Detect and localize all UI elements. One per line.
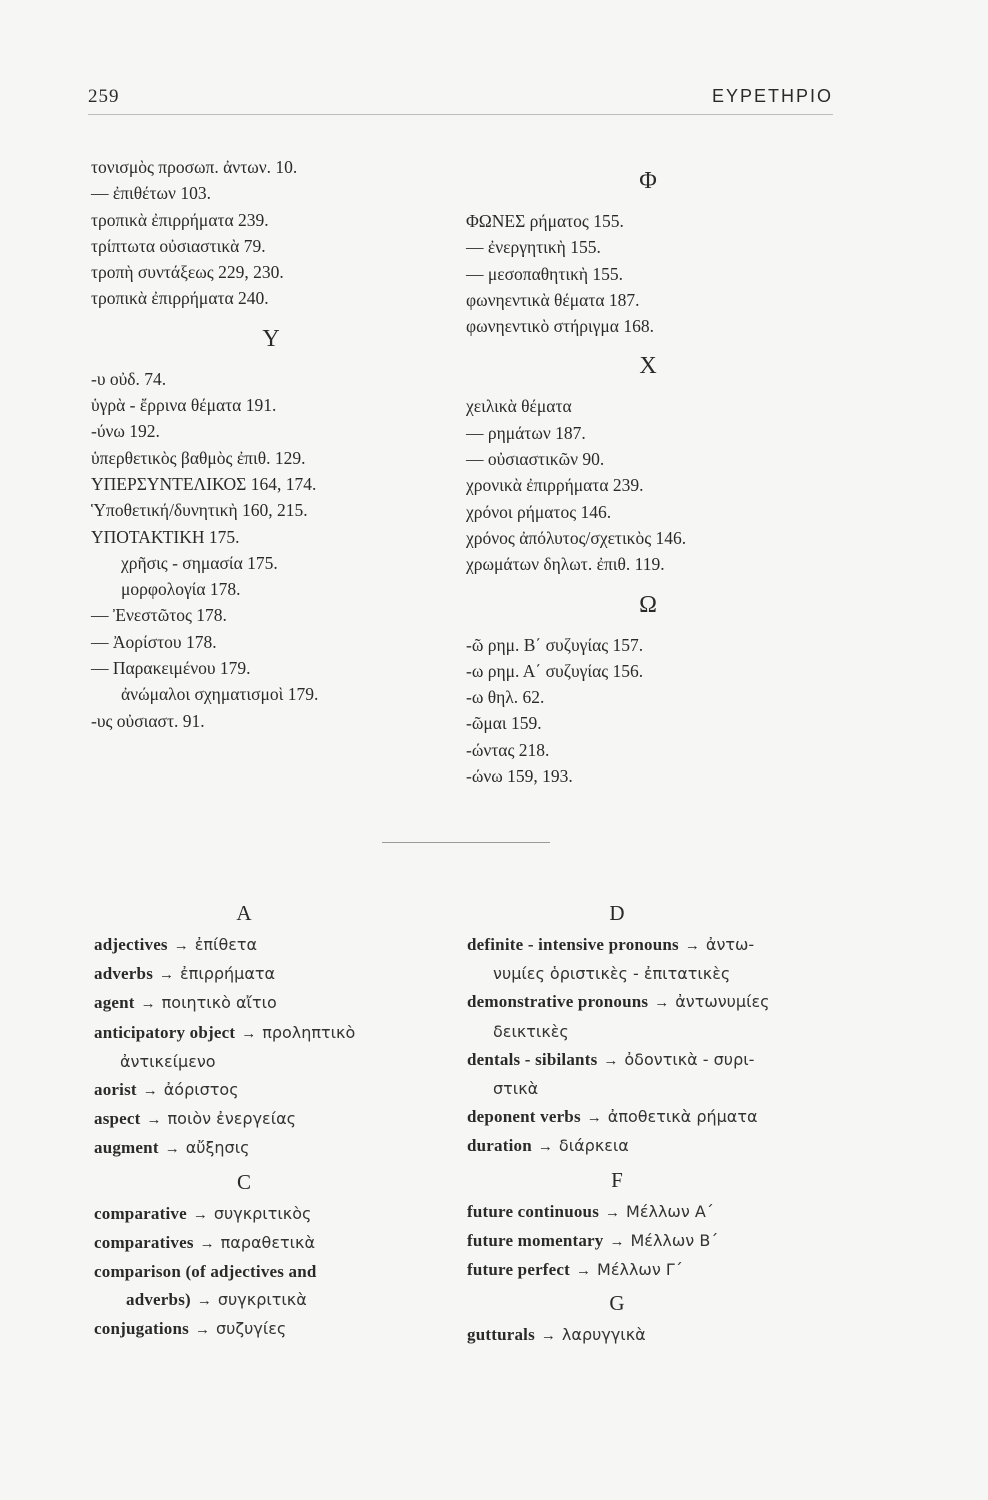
index-entry: -ῶ ρημ. Β΄ συζυγίας 157. bbox=[466, 634, 644, 655]
glossary-entry bbox=[467, 1018, 847, 1046]
section-letter: Χ bbox=[639, 353, 657, 380]
glossary-entry bbox=[467, 960, 847, 988]
arrow-icon: → bbox=[164, 1141, 180, 1158]
arrow-icon: → bbox=[192, 1206, 208, 1223]
greek-term: ὀδοντικὰ - συρι- bbox=[624, 1049, 755, 1069]
arrow-icon: → bbox=[537, 1139, 553, 1156]
index-entry: χρῆσις - σημασία 175. bbox=[121, 552, 278, 573]
glossary-entry bbox=[467, 1256, 847, 1285]
index-entry: φωνηεντικὰ θέματα 187. bbox=[466, 289, 640, 310]
greek-term: ἀντωνυμίες bbox=[675, 992, 770, 1012]
greek-term: Μέλλων Β΄ bbox=[630, 1230, 719, 1250]
index-entry: ΥΠΟΤΑΚΤΙΚΗ 175. bbox=[91, 526, 240, 547]
section-letter: D bbox=[609, 901, 625, 925]
arrow-icon: → bbox=[654, 995, 670, 1012]
index-entry: — οὐσιαστικῶν 90. bbox=[466, 449, 605, 470]
index-entry: μορφολογία 178. bbox=[121, 579, 241, 600]
english-term: aorist bbox=[94, 1080, 137, 1100]
index-column-right-top bbox=[466, 154, 846, 789]
arrow-icon: → bbox=[241, 1025, 257, 1042]
section-letter: C bbox=[236, 1169, 251, 1194]
glossary-entry bbox=[94, 960, 464, 989]
arrow-icon: → bbox=[196, 1293, 212, 1310]
greek-term: παραθετικὰ bbox=[220, 1232, 315, 1252]
index-entry: χρόνοι ρήματος 146. bbox=[466, 501, 612, 522]
index-entry: -ῶμαι 159. bbox=[466, 713, 542, 734]
index-entry: φωνηεντικὸ στήριγμα 168. bbox=[466, 316, 654, 337]
greek-term: ἀντω- bbox=[705, 935, 755, 954]
english-term: augment bbox=[94, 1138, 159, 1158]
english-term: adjectives bbox=[94, 935, 168, 954]
greek-term: ποιὸν ἐνεργείας bbox=[167, 1109, 297, 1129]
index-entry: τρίπτωτα οὐσιαστικὰ 79. bbox=[91, 235, 266, 256]
english-term: deponent verbs bbox=[467, 1107, 581, 1127]
index-entry: — ἐπιθέτων 103. bbox=[91, 183, 211, 204]
arrow-icon: → bbox=[605, 1204, 621, 1221]
index-entry: τροπὴ συντάξεως 229, 230. bbox=[91, 262, 284, 283]
index-entry: — ἐνεργητικὴ 155. bbox=[466, 237, 601, 258]
glossary-entry bbox=[94, 931, 464, 960]
index-entry: τροπικὰ ἐπιρρήματα 239. bbox=[91, 209, 269, 230]
index-entry: — ρημάτων 187. bbox=[466, 422, 586, 443]
english-term: duration bbox=[467, 1136, 532, 1156]
glossary-entry bbox=[467, 1132, 847, 1161]
english-term: comparative bbox=[94, 1203, 187, 1223]
glossary-column-left bbox=[94, 895, 464, 1345]
glossary-entry bbox=[467, 1103, 847, 1132]
index-column-left-top bbox=[91, 154, 471, 734]
index-entry: Ὑποθετική/δυνητικὴ 160, 215. bbox=[91, 500, 308, 521]
arrow-icon: → bbox=[146, 1112, 162, 1129]
glossary-entry bbox=[467, 931, 847, 960]
section-separator bbox=[382, 842, 550, 843]
english-term: anticipatory object bbox=[94, 1022, 236, 1042]
index-entry: ΥΠΕΡΣΥΝΤΕΛΙΚΟΣ 164, 174. bbox=[91, 473, 317, 494]
greek-term: αὔξησις bbox=[185, 1138, 250, 1158]
index-entry: — Ἐνεστῶτος 178. bbox=[91, 605, 227, 626]
glossary-entry bbox=[467, 1046, 847, 1075]
glossary-entry bbox=[467, 988, 847, 1017]
english-term: adverbs bbox=[94, 964, 154, 984]
english-term: gutturals bbox=[467, 1325, 535, 1345]
english-term: conjugations bbox=[94, 1319, 189, 1339]
glossary-entry bbox=[94, 1200, 464, 1229]
greek-term: δεικτικὲς bbox=[493, 1021, 569, 1041]
greek-term: ποιητικὸ αἴτιο bbox=[161, 993, 277, 1013]
english-term: agent bbox=[94, 993, 135, 1013]
index-entry: ΦΩΝΕΣ ρήματος 155. bbox=[466, 211, 624, 231]
arrow-icon: → bbox=[173, 938, 189, 954]
index-entry: -υ οὐδ. 74. bbox=[91, 368, 167, 389]
greek-term: στικὰ bbox=[493, 1079, 539, 1099]
section-letter: Ω bbox=[639, 591, 657, 618]
arrow-icon: → bbox=[194, 1322, 210, 1339]
glossary-entry bbox=[467, 1321, 847, 1350]
section-letter: A bbox=[236, 901, 252, 925]
index-entry: χρονικὰ ἐπιρρήματα 239. bbox=[466, 475, 644, 496]
english-term: future continuous bbox=[467, 1201, 600, 1221]
section-letter: F bbox=[611, 1167, 623, 1192]
index-entry: χρωμάτων δηλωτ. ἐπιθ. 119. bbox=[466, 554, 665, 575]
index-entry: -ύνω 192. bbox=[91, 421, 160, 442]
index-entry: — Παρακειμένου 179. bbox=[91, 658, 251, 679]
index-entry: -ω ρημ. Α΄ συζυγίας 156. bbox=[466, 660, 644, 681]
glossary-entry bbox=[94, 1286, 464, 1315]
arrow-icon: → bbox=[142, 1083, 158, 1100]
english-term: future momentary bbox=[467, 1230, 604, 1250]
arrow-icon: → bbox=[603, 1052, 619, 1069]
english-term: comparison (of adjectives and bbox=[94, 1262, 317, 1282]
index-entry: ὑπερθετικὸς βαθμὸς ἐπιθ. 129. bbox=[91, 447, 306, 468]
section-letter: G bbox=[609, 1291, 625, 1316]
glossary-entry bbox=[94, 1258, 464, 1286]
greek-term: ἐπιρρήματα bbox=[180, 964, 276, 984]
index-entry: χειλικὰ θέματα bbox=[466, 396, 572, 417]
glossary-entry bbox=[467, 1075, 847, 1103]
index-entry: — Ἀορίστου 178. bbox=[91, 631, 217, 652]
glossary-entry bbox=[467, 1227, 847, 1256]
section-letter: Φ bbox=[639, 168, 657, 194]
glossary-entry bbox=[94, 1134, 464, 1163]
index-entry: -ώνω 159, 193. bbox=[466, 766, 573, 787]
glossary-entry bbox=[467, 1198, 847, 1227]
running-title: ΕΥΡΕΤΗΡΙΟ bbox=[711, 86, 833, 106]
index-entry: — μεσοπαθητικὴ 155. bbox=[466, 263, 624, 284]
greek-term: συγκριτικὸς bbox=[213, 1203, 312, 1223]
index-entry: τροπικὰ ἐπιρρήματα 240. bbox=[91, 288, 269, 309]
greek-term: ἀποθετικὰ ρήματα bbox=[607, 1107, 758, 1127]
arrow-icon: → bbox=[684, 938, 700, 954]
greek-term: ἀόριστος bbox=[163, 1080, 239, 1100]
english-term: demonstrative pronouns bbox=[467, 992, 649, 1012]
index-entry: -ώντας 218. bbox=[466, 739, 550, 760]
arrow-icon: → bbox=[159, 967, 175, 984]
index-entry: χρόνος ἀπόλυτος/σχετικὸς 146. bbox=[466, 527, 687, 548]
index-entry: -υς οὐσιαστ. 91. bbox=[91, 710, 205, 731]
glossary-entry bbox=[94, 989, 464, 1018]
glossary-entry bbox=[94, 1076, 464, 1105]
glossary-column-right bbox=[467, 895, 847, 1350]
english-term: dentals - sibilants bbox=[467, 1049, 598, 1069]
english-term: adverbs) bbox=[126, 1290, 191, 1310]
arrow-icon: → bbox=[199, 1235, 215, 1252]
english-term: aspect bbox=[94, 1109, 141, 1129]
arrow-icon: → bbox=[586, 1110, 602, 1127]
page-number: 259 bbox=[88, 86, 120, 107]
greek-term: ἐπίθετα bbox=[194, 935, 258, 954]
greek-term: προληπτικὸ bbox=[262, 1022, 356, 1042]
greek-term: Μέλλων Γ΄ bbox=[597, 1260, 683, 1280]
greek-term: διάρκεια bbox=[558, 1136, 629, 1156]
english-term: definite - intensive pronouns bbox=[467, 935, 679, 954]
page-header bbox=[88, 86, 833, 115]
section-letter: Υ bbox=[262, 325, 280, 352]
greek-term: νυμίες ὁριστικὲς - ἐπιτατικὲς bbox=[493, 964, 731, 984]
index-entry: ὑγρὰ - ἔρρινα θέματα 191. bbox=[91, 395, 277, 416]
glossary-entry bbox=[94, 1229, 464, 1258]
index-entry: -ω θηλ. 62. bbox=[466, 687, 545, 708]
greek-term: ἀντικείμενο bbox=[120, 1051, 216, 1071]
english-term: comparatives bbox=[94, 1232, 194, 1252]
greek-term: συζυγίες bbox=[215, 1319, 287, 1339]
greek-term: λαρυγγικὰ bbox=[561, 1325, 646, 1345]
glossary-entry bbox=[94, 1315, 464, 1344]
arrow-icon: → bbox=[576, 1263, 592, 1280]
index-entry: τονισμὸς προσωπ. ἀντων. 10. bbox=[91, 157, 298, 177]
glossary-entry bbox=[94, 1048, 464, 1076]
greek-term: Μέλλων Α΄ bbox=[626, 1201, 714, 1221]
index-entry: ἀνώμαλοι σχηματισμοὶ 179. bbox=[121, 684, 319, 705]
english-term: future perfect bbox=[467, 1260, 571, 1280]
glossary-entry bbox=[94, 1105, 464, 1134]
greek-term: συγκριτικὰ bbox=[217, 1290, 307, 1310]
arrow-icon: → bbox=[609, 1233, 625, 1250]
arrow-icon: → bbox=[540, 1328, 556, 1345]
arrow-icon: → bbox=[140, 996, 156, 1013]
glossary-entry bbox=[94, 1019, 464, 1048]
